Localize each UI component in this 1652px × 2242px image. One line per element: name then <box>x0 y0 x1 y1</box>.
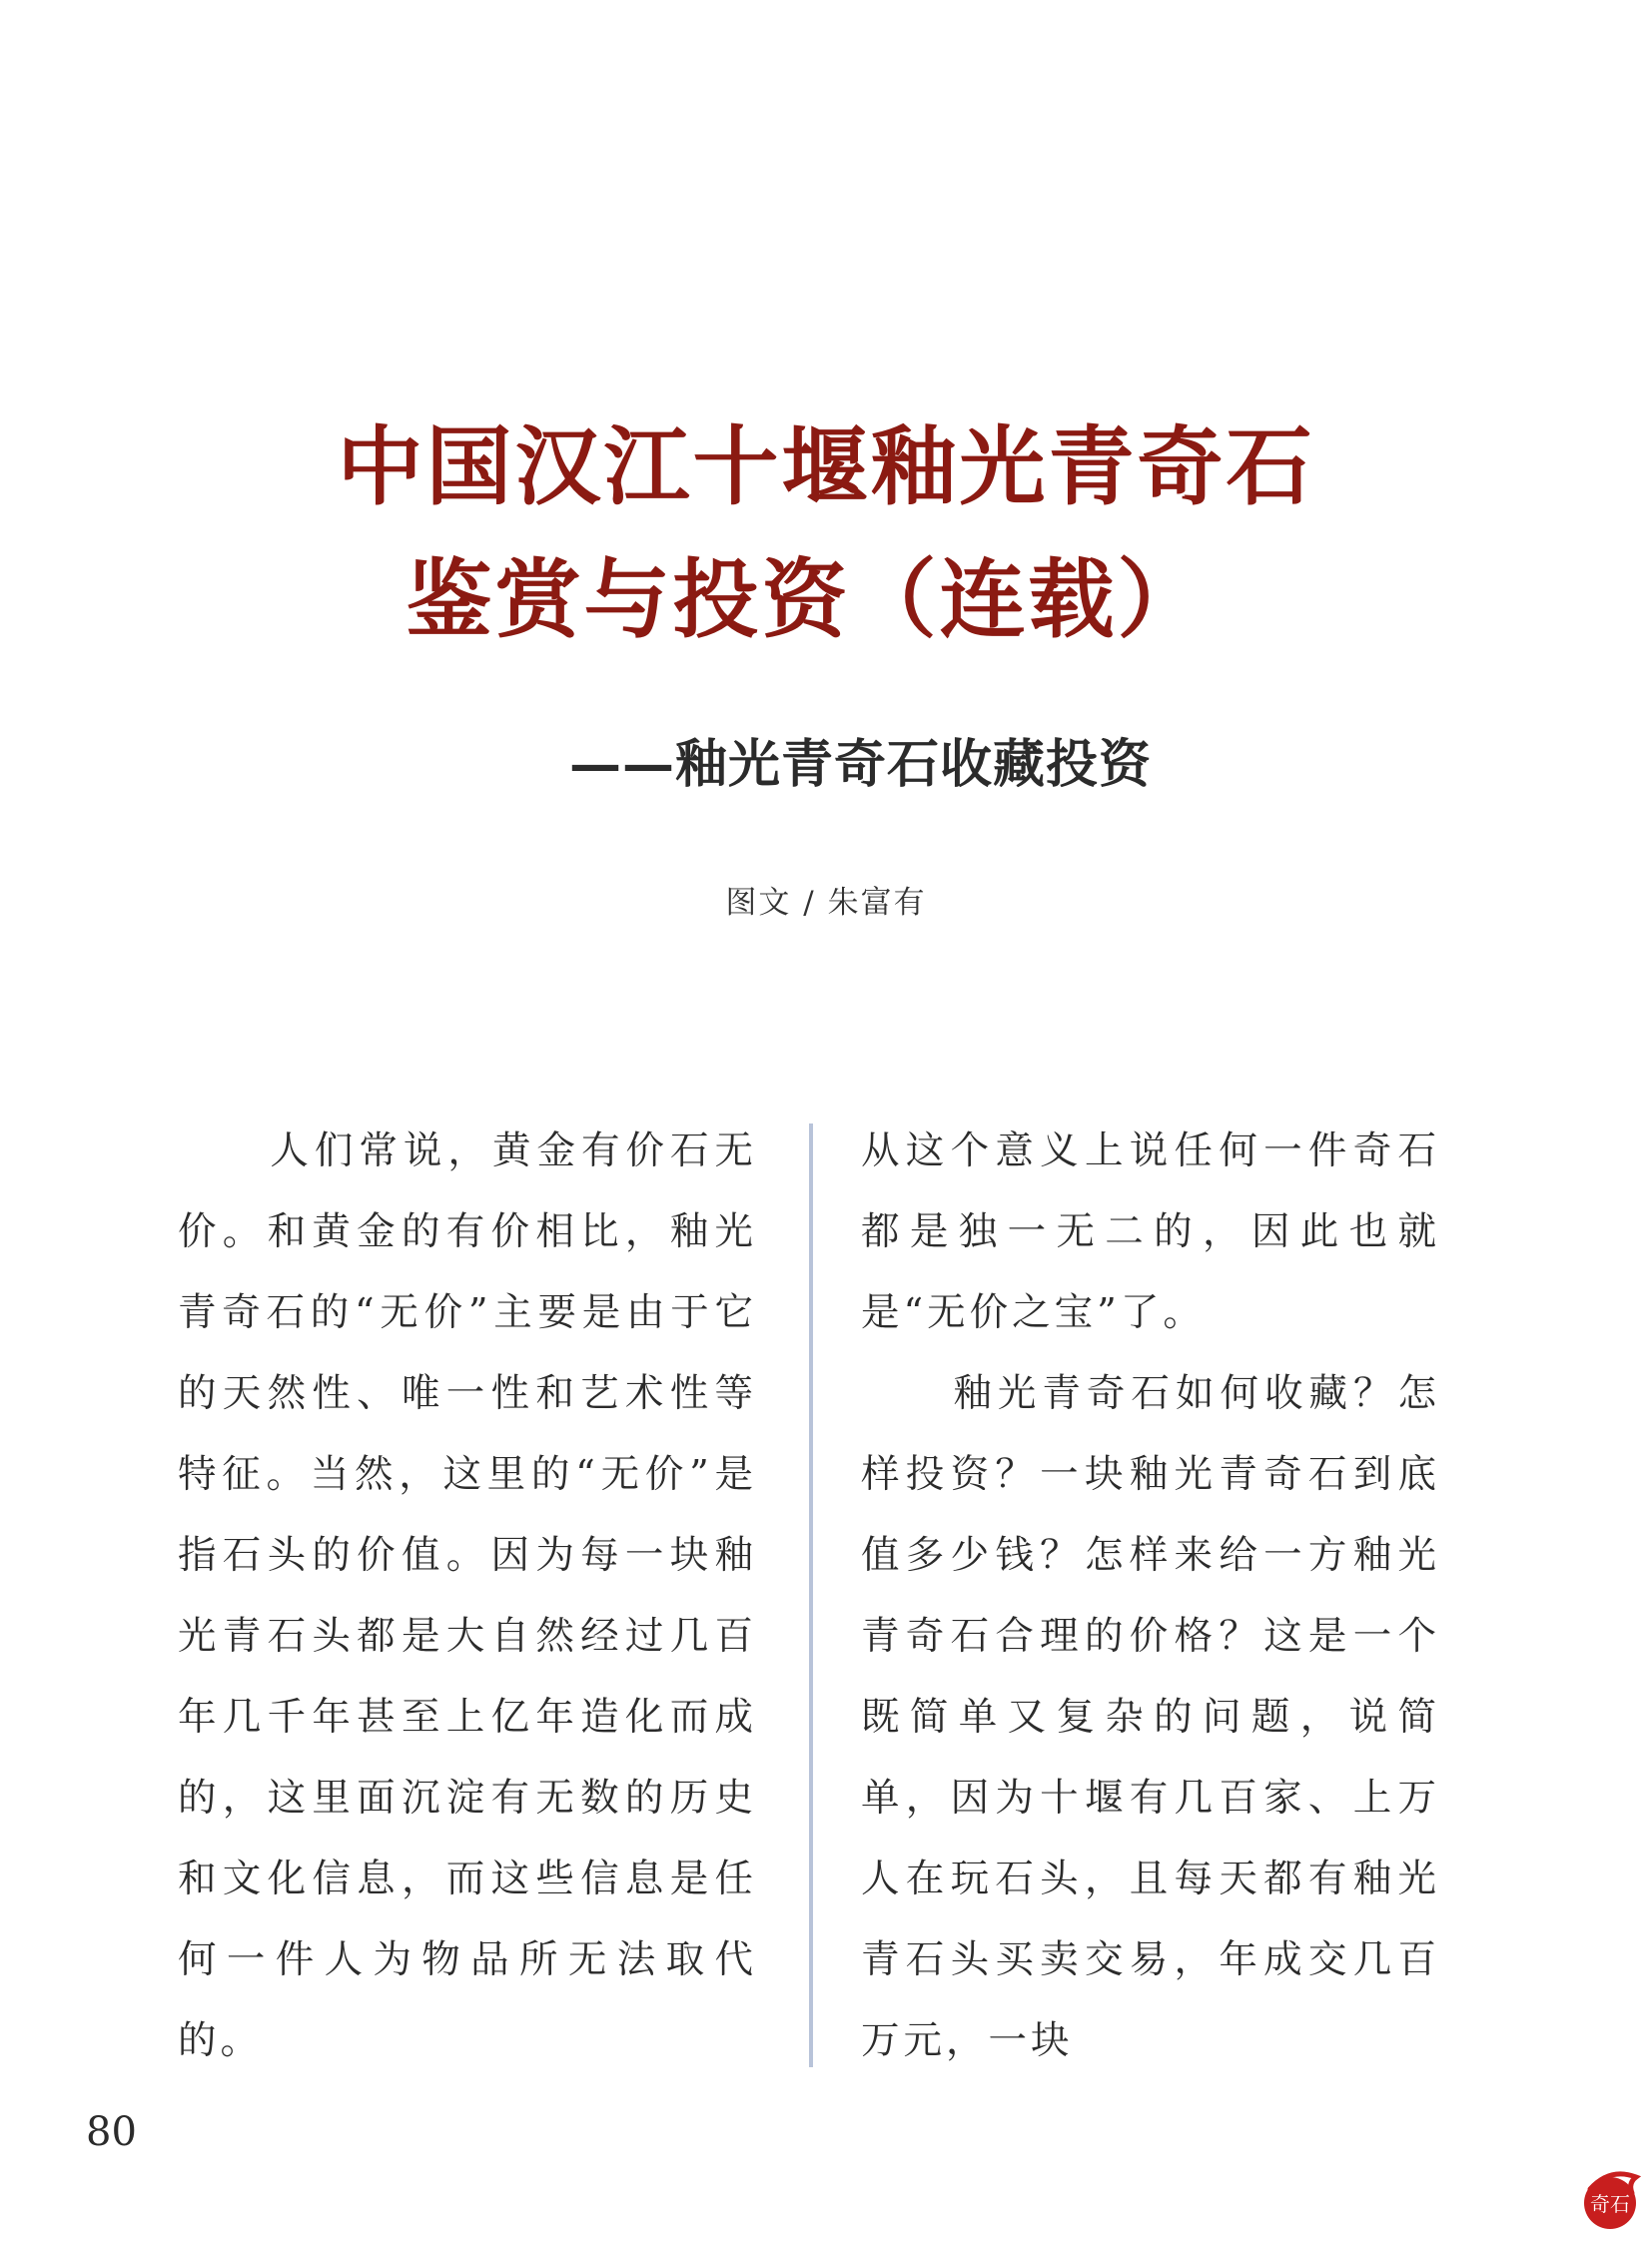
left-text-column <box>178 1111 757 2081</box>
publisher-logo <box>1580 2159 1650 2237</box>
article-title-line-2: 鉴赏与投资（连载） <box>406 549 1207 650</box>
article-title-line-1: 中国汉江十堰釉光青奇石 <box>337 416 1315 517</box>
paragraph: 釉光青奇石如何收藏？怎样投资？一块釉光青奇石到底值多少钱？怎样来给一方釉光青奇石合理的价格？这是一个既简单又复杂的问题，说简单，因为十堰有几百家、上万人在玩石头，且每天都有釉光青石头买卖交易，年成交几百万元，一块 <box>861 1371 1440 2063</box>
author-byline: 图文 / 朱富有 <box>725 885 927 921</box>
paragraph: 人们常说，黄金有价石无价。和黄金的有价相比，釉光青奇石的“无价”主要是由于它的天然性、唯一性和艺术性等特征。当然，这里的“无价”是指石头的价值。因为每一块釉光青石头都是大自然经过几百年几千年甚至上亿年造化而成的，这里面沉淀有无数的历史和文化信息，而这些信息是任何一件人为物品所无法取代的。 <box>178 1128 757 2063</box>
page-number: 80 <box>86 2109 137 2155</box>
paragraph: 从这个意义上说任何一件奇石都是独一无二的，因此也就是“无价之宝”了。 <box>861 1128 1440 1335</box>
logo-text: 奇石 <box>1590 2192 1630 2216</box>
column-divider <box>809 1123 813 2067</box>
article-subtitle: ——釉光青奇石收藏投资 <box>569 734 1153 795</box>
right-text-column <box>861 1111 1440 2081</box>
